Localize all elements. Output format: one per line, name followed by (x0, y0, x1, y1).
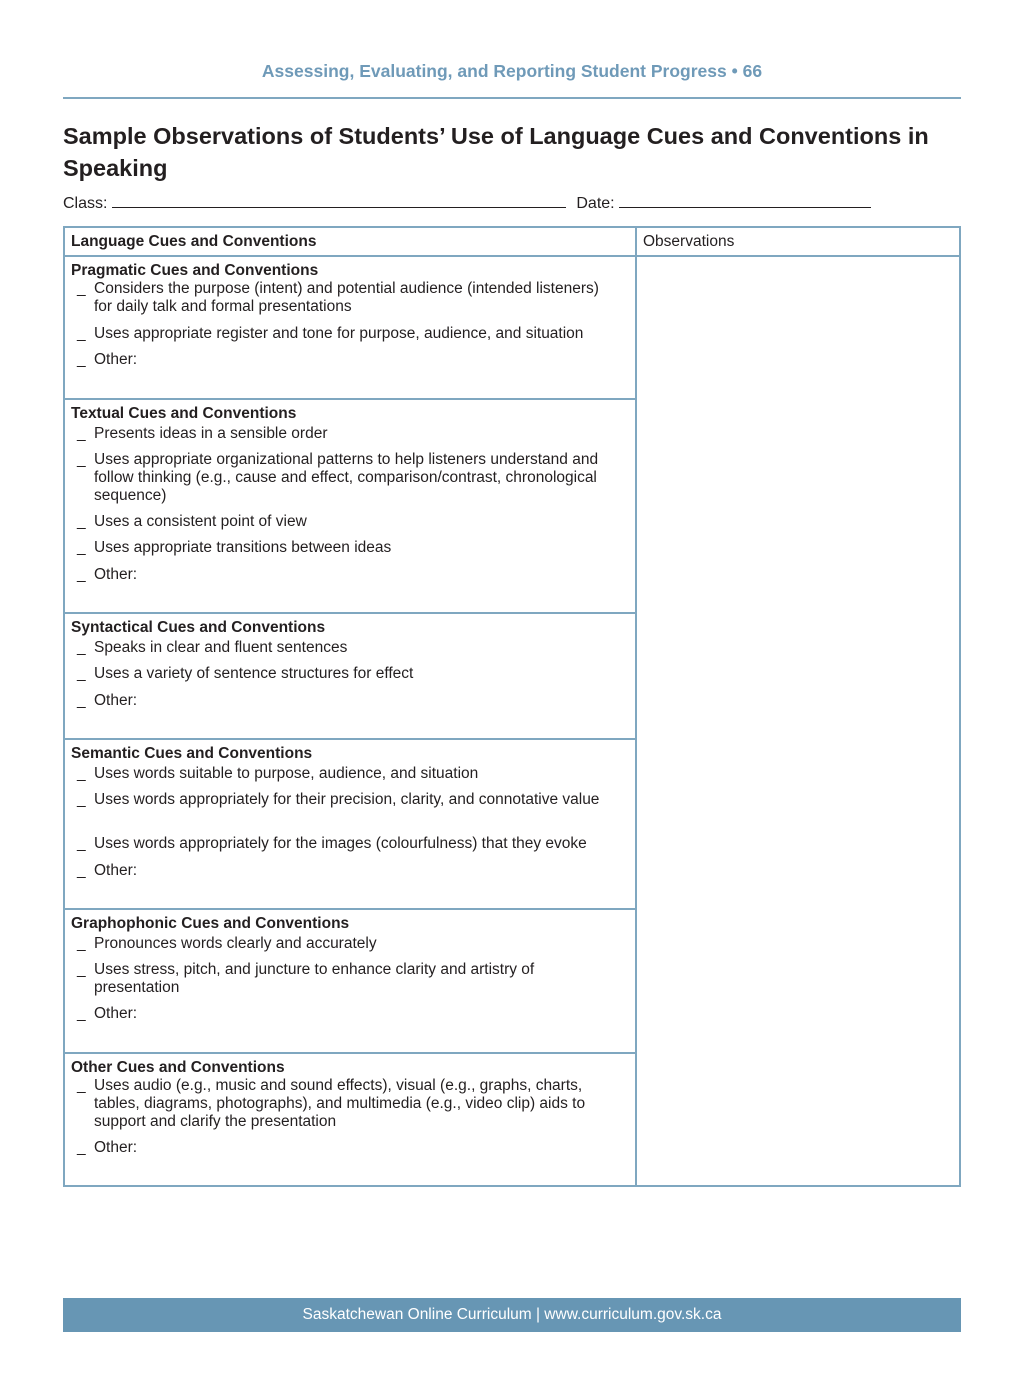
checkbox-blank: _ (77, 1077, 86, 1094)
checkbox-blank: _ (77, 280, 86, 297)
checklist-item[interactable] (77, 835, 617, 853)
checkbox-blank: _ (77, 1005, 86, 1022)
section-graphophonic (65, 910, 635, 1054)
item-text: Uses a variety of sentence structures for effect (94, 665, 414, 682)
observation-table (63, 226, 961, 1187)
checklist-item[interactable] (77, 665, 617, 683)
checkbox-blank: _ (77, 451, 86, 468)
item-text: Uses appropriate transitions between ideas (94, 539, 392, 556)
header-divider (63, 97, 961, 99)
item-text: Other: (94, 692, 138, 709)
item-text: Uses words appropriately for the images (colourfulness) that they evoke (94, 835, 587, 852)
checklist-item[interactable] (77, 1077, 617, 1131)
date-field[interactable] (619, 193, 871, 208)
column-divider (635, 228, 637, 1185)
checklist-item[interactable] (77, 639, 617, 657)
checkbox-blank: _ (77, 862, 86, 879)
checkbox-blank: _ (77, 765, 86, 782)
column-header-cues: Language Cues and Conventions (71, 233, 317, 250)
checklist-item[interactable] (77, 539, 617, 557)
item-text: Uses words suitable to purpose, audience, and situation (94, 765, 479, 782)
section-title: Graphophonic Cues and Conventions (71, 915, 350, 932)
item-text: Uses words appropriately for their precision, clarity, and connotative value (94, 791, 600, 808)
checkbox-blank: _ (77, 351, 86, 368)
date-label: Date: (576, 195, 615, 212)
checklist-item[interactable] (77, 513, 617, 531)
checklist-item[interactable] (77, 451, 617, 505)
item-text: Uses stress, pitch, and juncture to enhance clarity and artistry of presentation (94, 961, 535, 996)
checkbox-blank: _ (77, 325, 86, 342)
item-text: Other: (94, 862, 138, 879)
item-text: Speaks in clear and fluent sentences (94, 639, 348, 656)
item-text: Other: (94, 1005, 138, 1022)
section-title: Syntactical Cues and Conventions (71, 619, 326, 636)
checklist-item[interactable] (77, 961, 617, 997)
checkbox-blank: _ (77, 692, 86, 709)
section-title: Semantic Cues and Conventions (71, 745, 313, 762)
checklist-item[interactable] (77, 862, 617, 880)
section-textual (65, 400, 635, 614)
checklist-item[interactable] (77, 1005, 617, 1023)
checkbox-blank: _ (77, 665, 86, 682)
checklist-item[interactable] (77, 935, 617, 953)
item-text: Uses audio (e.g., music and sound effects), visual (e.g., graphs, charts, tables, diagrams, photographs), and multimedia (e.g., video clip) aids to support and clarify the presentation (94, 1077, 586, 1130)
checkbox-blank: _ (77, 566, 86, 583)
running-head: Assessing, Evaluating, and Reporting Student Progress • 66 (261, 61, 763, 81)
checkbox-blank: _ (77, 961, 86, 978)
section-title: Textual Cues and Conventions (71, 405, 297, 422)
section-semantic (65, 740, 635, 910)
checklist-item[interactable] (77, 765, 617, 783)
checklist-item[interactable] (77, 325, 617, 343)
class-field[interactable] (112, 193, 566, 208)
item-text: Uses appropriate register and tone for purpose, audience, and situation (94, 325, 584, 342)
checkbox-blank: _ (77, 835, 86, 852)
class-label: Class: (63, 195, 108, 212)
checklist-item[interactable] (77, 692, 617, 710)
checkbox-blank: _ (77, 639, 86, 656)
section-title: Pragmatic Cues and Conventions (71, 262, 319, 279)
footer-bar (63, 1298, 961, 1332)
checklist-item[interactable] (77, 280, 617, 316)
item-text: Pronounces words clearly and accurately (94, 935, 377, 952)
checklist-item[interactable] (77, 425, 617, 443)
checklist-item[interactable] (77, 1139, 617, 1157)
table-header-row (65, 228, 959, 257)
checkbox-blank: _ (77, 935, 86, 952)
page-title: Sample Observations of Students’ Use of Language Cues and Conventions in Speaking (63, 123, 929, 181)
section-syntactical (65, 614, 635, 740)
checkbox-blank: _ (77, 539, 86, 556)
checkbox-blank: _ (77, 1139, 86, 1156)
checklist-item[interactable] (77, 566, 617, 584)
item-text: Other: (94, 1139, 138, 1156)
item-text: Uses appropriate organizational patterns to help listeners understand and follow thinking (e.g., cause and effect, comparison/contrast, chronological sequence) (94, 451, 599, 504)
item-text: Uses a consistent point of view (94, 513, 307, 530)
checklist-item[interactable] (77, 791, 617, 809)
item-text: Presents ideas in a sensible order (94, 425, 328, 442)
checkbox-blank: _ (77, 425, 86, 442)
checklist-item[interactable] (77, 351, 617, 369)
item-text: Other: (94, 566, 138, 583)
class-date-line (63, 193, 871, 214)
section-other (65, 1054, 635, 1185)
footer-text: Saskatchewan Online Curriculum | www.curriculum.gov.sk.ca (302, 1306, 722, 1323)
item-text: Considers the purpose (intent) and potential audience (intended listeners) for daily talk and formal presentations (94, 280, 599, 315)
section-pragmatic (65, 255, 635, 400)
column-header-observations: Observations (643, 233, 735, 250)
item-text: Other: (94, 351, 138, 368)
checkbox-blank: _ (77, 513, 86, 530)
checkbox-blank: _ (77, 791, 86, 808)
section-title: Other Cues and Conventions (71, 1059, 285, 1076)
